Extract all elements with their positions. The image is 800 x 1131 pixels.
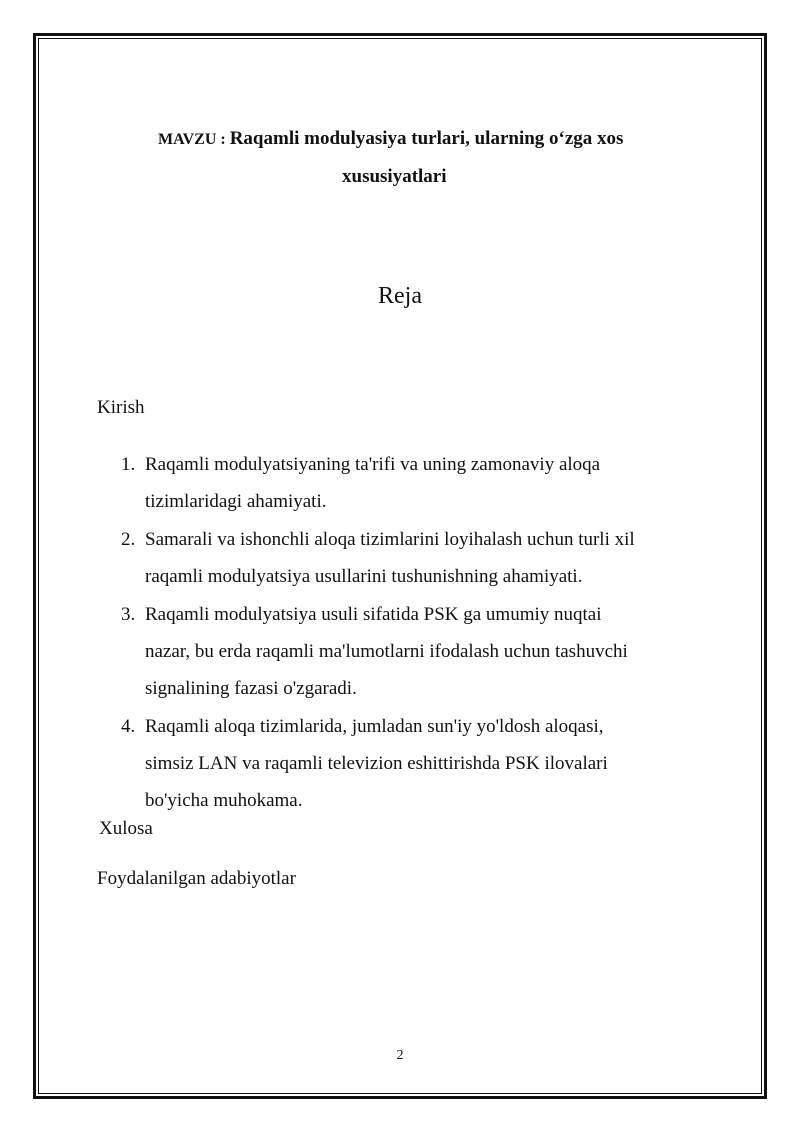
plan-item	[0, 596, 800, 707]
plan-item	[0, 521, 800, 595]
plan-heading: Reja	[378, 283, 422, 309]
title-prefix: MAVZU :	[158, 131, 230, 148]
document-title	[158, 128, 623, 150]
plan-item-number: 4.	[121, 716, 136, 737]
plan-item	[0, 708, 800, 819]
plan-item-text: Samarali va ishonchli aloqa tizimlarini loyihalash uchun turli xil raqamli modulyatsiya usullarini tushunishning ahamiyati.	[145, 529, 635, 587]
plan-item-number: 3.	[121, 604, 136, 625]
plan-list	[0, 446, 800, 820]
plan-item-number: 2.	[121, 529, 136, 550]
plan-references: Foydalanilgan adabiyotlar	[97, 868, 296, 889]
plan-item-text: Raqamli modulyatsiyaning ta'rifi va uning zamonaviy aloqa tizimlaridagi ahamiyati.	[145, 454, 601, 512]
plan-item-text: Raqamli aloqa tizimlarida, jumladan sun'iy yo'ldosh aloqasi, simsiz LAN va raqamli televizion eshittirishda PSK ilovalari bo'yicha muhokama.	[145, 716, 608, 811]
title-main-line2: xususiyatlari	[342, 166, 447, 187]
page-number: 2	[396, 1048, 404, 1063]
title-main-line1: Raqamli modulyasiya turlari, ularning o‘zga xos	[229, 128, 624, 149]
plan-item	[0, 446, 800, 520]
plan-item-number: 1.	[121, 454, 136, 475]
plan-conclusion: Xulosa	[99, 818, 153, 839]
plan-item-text: Raqamli modulyatsiya usuli sifatida PSK ga umumiy nuqtai nazar, bu erda raqamli ma'lumotlarni ifodalash uchun tashuvchi signalining fazasi o'zgaradi.	[145, 604, 628, 699]
plan-intro: Kirish	[97, 397, 145, 418]
